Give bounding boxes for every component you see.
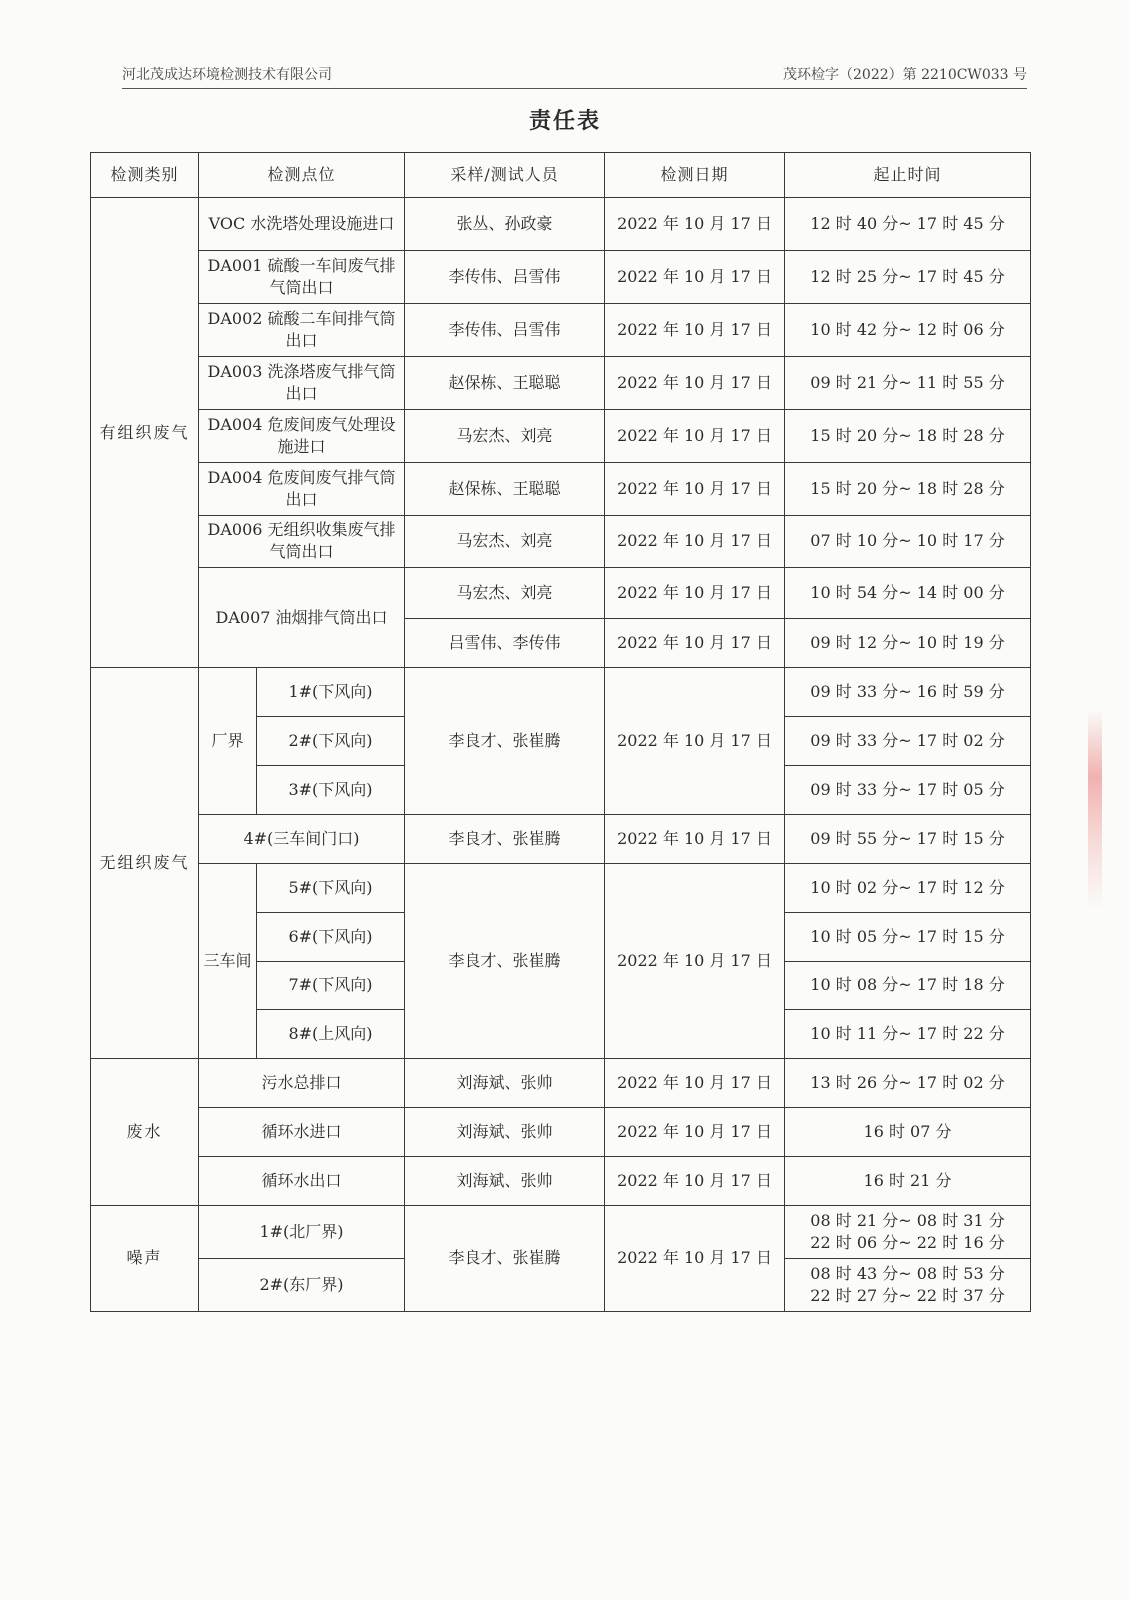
cell-date: 2022 年 10 月 17 日 [605,1108,785,1157]
cell-date: 2022 年 10 月 17 日 [605,814,785,863]
cell-time: 07 时 10 分~ 10 时 17 分 [785,515,1031,568]
cell-time: 10 时 54 分~ 14 时 00 分 [785,568,1031,619]
cell-date: 2022 年 10 月 17 日 [605,1059,785,1108]
cell-time: 13 时 26 分~ 17 时 02 分 [785,1059,1031,1108]
cell-point: DA001 硫酸一车间废气排气筒出口 [199,250,405,303]
cell-staff: 李良才、张崔腾 [405,863,605,1059]
cell-staff: 张丛、孙政豪 [405,197,605,250]
cell-date: 2022 年 10 月 17 日 [605,668,785,815]
table-row [91,515,1031,568]
cell-date: 2022 年 10 月 17 日 [605,619,785,668]
time-slot-morning: 08 时 21 分~ 08 时 31 分 [810,1210,1005,1230]
report-number: 茂环检字（2022）第 2210CW033 号 [783,67,1027,83]
cell-staff: 李传伟、吕雪伟 [405,303,605,356]
table-row [91,462,1031,515]
cell-staff: 李良才、张崔腾 [405,1205,605,1311]
cell-time: 16 时 21 分 [785,1157,1031,1206]
col-header-point: 检测点位 [199,153,405,198]
table-row [91,1059,1031,1108]
cell-date: 2022 年 10 月 17 日 [605,409,785,462]
cell-staff: 赵保栋、王聪聪 [405,462,605,515]
table-row [91,668,1031,717]
col-header-staff: 采样/测试人员 [405,153,605,198]
category-noise: 噪声 [91,1205,199,1311]
cell-time: 09 时 55 分~ 17 时 15 分 [785,814,1031,863]
cell-point: 污水总排口 [199,1059,405,1108]
cell-point: 4#(三车间门口) [199,814,405,863]
cell-point: 1#(下风向) [257,668,405,717]
cell-date: 2022 年 10 月 17 日 [605,197,785,250]
responsibility-table [90,152,1031,1312]
time-slot-night: 22 时 06 分~ 22 时 16 分 [810,1232,1005,1252]
cell-time: 10 时 08 分~ 17 时 18 分 [785,961,1031,1010]
col-header-category: 检测类别 [91,153,199,198]
cell-time: 10 时 11 分~ 17 时 22 分 [785,1010,1031,1059]
page-header [122,60,1027,89]
table-row [91,356,1031,409]
cell-point: DA003 洗涤塔废气排气筒出口 [199,356,405,409]
cell-staff: 李良才、张崔腾 [405,814,605,863]
cell-point: 8#(上风向) [257,1010,405,1059]
cell-time: 09 时 33 分~ 17 时 02 分 [785,717,1031,766]
table-row [91,1205,1031,1258]
table-row [91,1108,1031,1157]
cell-staff: 马宏杰、刘亮 [405,568,605,619]
table-row [91,303,1031,356]
cell-time: 12 时 25 分~ 17 时 45 分 [785,250,1031,303]
cell-staff: 赵保栋、王聪聪 [405,356,605,409]
table-row [91,197,1031,250]
cell-time [785,1205,1031,1258]
cell-time: 09 时 33 分~ 16 时 59 分 [785,668,1031,717]
cell-date: 2022 年 10 月 17 日 [605,356,785,409]
cell-point: 循环水进口 [199,1108,405,1157]
cell-date: 2022 年 10 月 17 日 [605,568,785,619]
table-row [91,568,1031,619]
cell-time: 10 时 02 分~ 17 时 12 分 [785,863,1031,912]
cell-date: 2022 年 10 月 17 日 [605,462,785,515]
cell-time: 09 时 33 分~ 17 时 05 分 [785,766,1031,815]
cell-time: 10 时 42 分~ 12 时 06 分 [785,303,1031,356]
cell-staff: 吕雪伟、李传伟 [405,619,605,668]
cell-date: 2022 年 10 月 17 日 [605,1157,785,1206]
category-wastewater: 废水 [91,1059,199,1206]
time-slot-night: 22 时 27 分~ 22 时 37 分 [810,1285,1005,1305]
cell-point: 循环水出口 [199,1157,405,1206]
table-row [91,863,1031,912]
category-organized: 有组织废气 [91,197,199,667]
cell-point: 2#(下风向) [257,717,405,766]
group-boundary: 厂界 [199,668,257,815]
cell-time: 09 时 21 分~ 11 时 55 分 [785,356,1031,409]
group-workshop: 三车间 [199,863,257,1059]
table-header-row [91,153,1031,198]
cell-staff: 马宏杰、刘亮 [405,409,605,462]
category-fugitive: 无组织废气 [91,668,199,1059]
cell-time: 15 时 20 分~ 18 时 28 分 [785,409,1031,462]
col-header-time: 起止时间 [785,153,1031,198]
cell-point: 2#(东厂界) [199,1258,405,1311]
cell-staff: 刘海斌、张帅 [405,1059,605,1108]
cell-time [785,1258,1031,1311]
cell-point: DA007 油烟排气筒出口 [199,568,405,668]
cell-point: DA004 危废间废气处理设施进口 [199,409,405,462]
cell-date: 2022 年 10 月 17 日 [605,863,785,1059]
cell-staff: 马宏杰、刘亮 [405,515,605,568]
company-name: 河北茂成达环境检测技术有限公司 [122,67,332,83]
cell-time: 16 时 07 分 [785,1108,1031,1157]
cell-time: 15 时 20 分~ 18 时 28 分 [785,462,1031,515]
cell-point: DA004 危废间废气排气筒出口 [199,462,405,515]
table-row [91,250,1031,303]
cell-date: 2022 年 10 月 17 日 [605,1205,785,1311]
cell-point: DA002 硫酸二车间排气筒出口 [199,303,405,356]
cell-date: 2022 年 10 月 17 日 [605,515,785,568]
cell-time: 09 时 12 分~ 10 时 19 分 [785,619,1031,668]
cell-time: 12 时 40 分~ 17 时 45 分 [785,197,1031,250]
cell-staff: 刘海斌、张帅 [405,1157,605,1206]
cell-point: 7#(下风向) [257,961,405,1010]
seal-stamp-edge [1088,710,1102,910]
cell-point: VOC 水洗塔处理设施进口 [199,197,405,250]
cell-staff: 刘海斌、张帅 [405,1108,605,1157]
cell-point: 3#(下风向) [257,766,405,815]
cell-point: 6#(下风向) [257,912,405,961]
table-row [91,1157,1031,1206]
col-header-date: 检测日期 [605,153,785,198]
table-row [91,409,1031,462]
time-slot-morning: 08 时 43 分~ 08 时 53 分 [810,1263,1005,1283]
table-row [91,814,1031,863]
cell-date: 2022 年 10 月 17 日 [605,250,785,303]
cell-point: 1#(北厂界) [199,1205,405,1258]
page-title: 责任表 [528,108,601,134]
cell-staff: 李传伟、吕雪伟 [405,250,605,303]
cell-time: 10 时 05 分~ 17 时 15 分 [785,912,1031,961]
cell-point: 5#(下风向) [257,863,405,912]
cell-date: 2022 年 10 月 17 日 [605,303,785,356]
cell-point: DA006 无组织收集废气排气筒出口 [199,515,405,568]
cell-staff: 李良才、张崔腾 [405,668,605,815]
